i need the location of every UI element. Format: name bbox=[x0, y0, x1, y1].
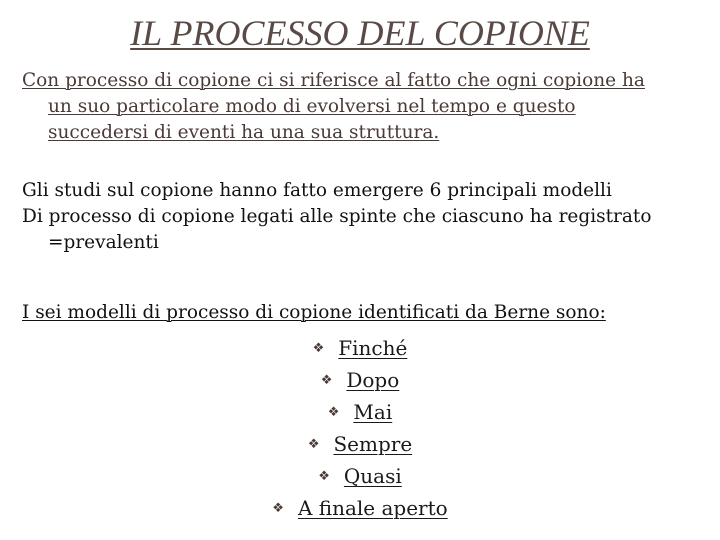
list-item bbox=[0, 492, 720, 524]
diamond-bullet-icon: ❖ bbox=[272, 500, 284, 516]
intro-line-1: Con processo di copione ci si riferisce al fatto che ogni copione ha bbox=[22, 70, 645, 91]
studies-paragraph bbox=[22, 178, 702, 256]
model-label: Dopo bbox=[346, 368, 400, 392]
list-item bbox=[0, 460, 720, 492]
diamond-bullet-icon: ❖ bbox=[320, 372, 333, 388]
list-item bbox=[0, 332, 720, 364]
intro-line-3: succedersi di eventi ha una sua struttura. bbox=[48, 122, 440, 143]
diamond-bullet-icon: ❖ bbox=[307, 436, 320, 452]
diamond-bullet-icon: ❖ bbox=[327, 404, 340, 420]
model-label: Mai bbox=[353, 400, 393, 424]
model-label: Sempre bbox=[333, 432, 413, 456]
model-label: Finché bbox=[338, 336, 408, 360]
list-item bbox=[0, 364, 720, 396]
models-heading: I sei modelli di processo di copione identificati da Berne sono: bbox=[22, 302, 606, 323]
list-item bbox=[0, 396, 720, 428]
models-list bbox=[0, 332, 720, 524]
intro-line-2: un suo particolare modo di evolversi nel tempo e questo bbox=[48, 96, 576, 117]
slide-title-text: IL PROCESSO DEL COPIONE bbox=[130, 13, 590, 53]
studies-line-1: Gli studi sul copione hanno fatto emergere 6 principali modelli bbox=[22, 180, 612, 201]
diamond-bullet-icon: ❖ bbox=[312, 340, 325, 356]
studies-line-2: Di processo di copione legati alle spinte che ciascuno ha registrato bbox=[22, 206, 652, 227]
intro-paragraph bbox=[22, 68, 702, 146]
model-label: A finale aperto bbox=[297, 496, 448, 520]
model-label: Quasi bbox=[343, 464, 402, 488]
studies-line-3: =prevalenti bbox=[48, 232, 159, 253]
diamond-bullet-icon: ❖ bbox=[318, 468, 330, 484]
slide-title bbox=[0, 12, 720, 54]
list-item bbox=[0, 428, 720, 460]
models-heading-paragraph bbox=[22, 300, 702, 326]
